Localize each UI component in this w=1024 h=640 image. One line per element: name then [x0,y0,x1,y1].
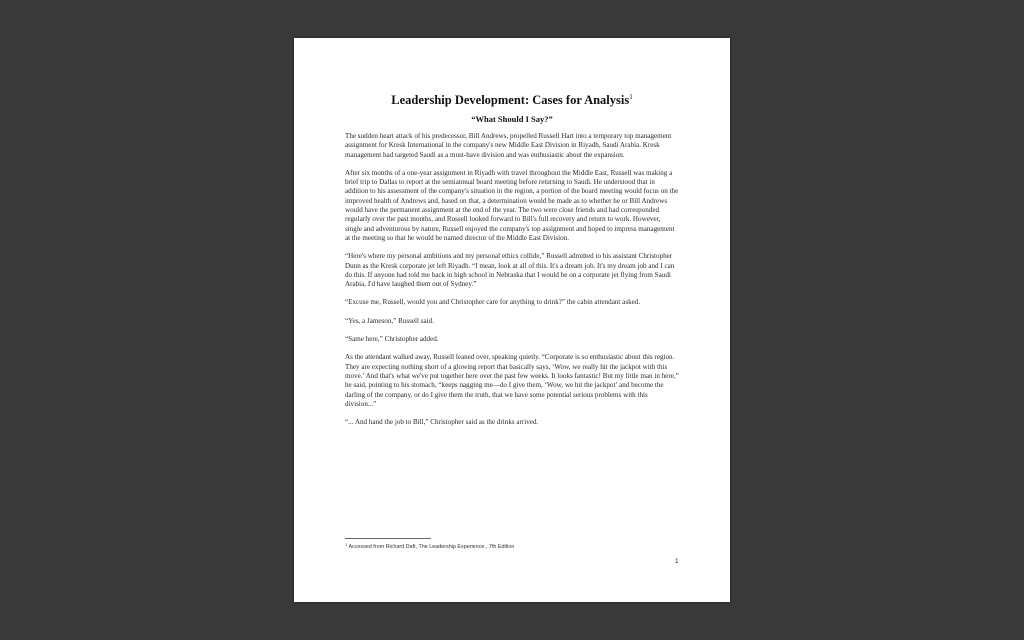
document-title [345,90,679,107]
title-footnote-marker[interactable]: 1 [629,93,633,101]
footnote-divider [345,538,431,539]
paragraph: “... And hand the job to Bill,” Christopher said as the drinks arrived. [345,418,539,427]
paragraph: After six months of a one-year assignment in Riyadh with travel throughout the Middle East, Russell was making a brief trip to Dallas to report at the semiannual board meeting before returning to Saudi. He understood that in addition to his assessment of the company's situation in the region, a portion of the board meeting would focus on the improved health of Andrews and, based on that, a determination would be made as to whether he or Bill Andrews would have the permanent assignment at the end of the year. The two were close friends and had corresponded regularly over the past months, and Russell looked forward to Bill's full recovery and return to work. However, single and adventurous by nature, Russell enjoyed the company's top assignment and hoped to impress management at the meeting so that he would be named director of the Middle East Division. [345,168,679,242]
page-number: 1 [675,558,679,565]
document-subtitle: “What Should I Say?” [471,114,553,124]
paragraph: “Yes, a Jameson,” Russell said. [345,316,434,325]
document-title-text: Leadership Development: Cases for Analysis [391,93,630,107]
paragraph: As the attendant walked away, Russell leaned over, speaking quietly. “Corporate is so enthusiastic about this region. They are expecting nothing short of a glowing report that basically says, ‘Wow, we really hit the jackpot with this move.’ And that's what we've put together here over the past few weeks. It looks fantastic! But my little man in here,” he said, pointing to his stomach, “keeps nagging me—do I give them, ‘Wow, we hit the jackpot’ and become the darling of the company, or do I give them the truth, that we have some potential serious problems with this division...” [345,353,679,408]
footnote [345,542,514,550]
body-text [345,132,679,427]
footnote-text: Accessed from Richard Daft, The Leadership Experience , 7th Edition [348,544,515,550]
paragraph: “Excuse me, Russell, would you and Christopher care for anything to drink?” the cabin attendant asked. [345,298,641,307]
paragraph: “Same here,” Christopher added. [345,335,439,344]
page-content [345,90,679,436]
paragraph: “Here's where my personal ambitions and my personal ethics collide,” Russell admitted to his assistant Christopher Dunn as the Kresk corporate jet left Riyadh. “I mean, look at all of this. It's a dream job. It's my dream job and I can do this. If anyone had told me back in high school in Nebraska that I would be on a corporate jet flying from Saudi Arabia, I'd have laughed them out of Sydney.” [345,252,675,289]
document-page [294,38,730,602]
paragraph: The sudden heart attack of his predecessor, Bill Andrews, propelled Russell Hart into a temporary top management assignment for Kresk International in the company's new Middle East Division in Riyadh, Saudi Arabia. Kresk management had targeted Saudi as a must-have division and was enthusiastic about the expansion. [345,132,672,159]
footnote-marker: 1 [345,542,348,547]
